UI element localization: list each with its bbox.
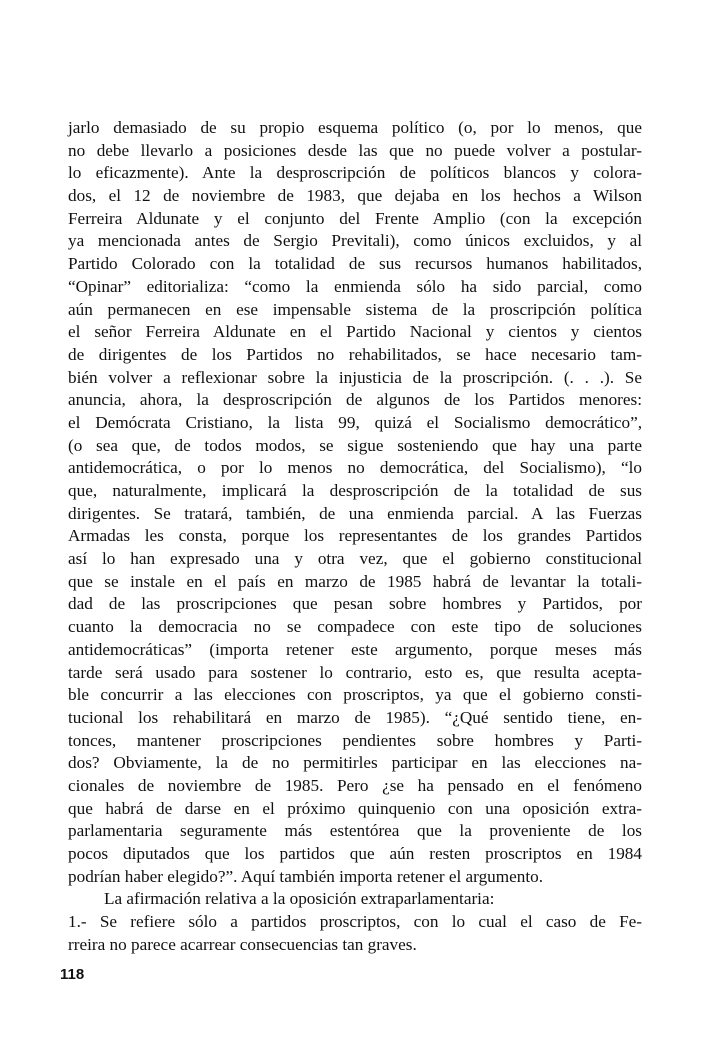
text-line: Ferreira Aldunate y el conjunto del Frente Amplio (con la excepción bbox=[68, 208, 642, 228]
page-number: 118 bbox=[60, 966, 85, 983]
text-line: dirigentes. Se tratará, también, de una enmienda parcial. A las Fuerzas bbox=[68, 503, 642, 523]
text-line: antidemocrática, o por lo menos no democrática, del Socialismo), “lo bbox=[68, 458, 642, 478]
text-line: (o sea que, de todos modos, se sigue sosteniendo que hay una parte bbox=[68, 435, 642, 455]
text-line: tonces, mantener proscripciones pendientes sobre hombres y Parti- bbox=[68, 730, 642, 750]
text-line: lo eficazmente). Ante la desproscripción de políticos blancos y colora- bbox=[68, 163, 642, 183]
text-line: dos, el 12 de noviembre de 1983, que dejaba en los hechos a Wilson bbox=[68, 186, 642, 206]
text-line: bién volver a reflexionar sobre la injusticia de la proscripción. (. . .). Se bbox=[68, 367, 642, 387]
text-line: ble concurrir a las elecciones con proscriptos, ya que el gobierno consti- bbox=[68, 685, 642, 705]
text-line: el Demócrata Cristiano, la lista 99, quizá el Socialismo democrático”, bbox=[68, 412, 642, 432]
text-line: de dirigentes de los Partidos no rehabilitados, se hace necesario tam- bbox=[68, 344, 642, 364]
text-line: rreira no parece acarrear consecuencias tan graves. bbox=[68, 934, 417, 954]
text-line: que habrá de darse en el próximo quinquenio con una oposición extra- bbox=[68, 798, 642, 818]
text-line: cionales de noviembre de 1985. Pero ¿se ha pensado en el fenómeno bbox=[68, 775, 642, 795]
text-line: antidemocráticas” (importa retener este argumento, porque meses más bbox=[68, 639, 642, 659]
text-line: podrían haber elegido?”. Aquí también importa retener el argumento. bbox=[68, 866, 544, 886]
text-line: que se instale en el país en marzo de 1985 habrá de levantar la totali- bbox=[68, 571, 642, 591]
text-line: así lo han expresado una y otra vez, que el gobierno constitucional bbox=[68, 549, 642, 569]
text-line: dad de las proscripciones que pesan sobre hombres y Partidos, por bbox=[68, 594, 642, 614]
body-text bbox=[68, 117, 642, 956]
text-line: Partido Colorado con la totalidad de sus recursos humanos habilitados, bbox=[68, 254, 642, 274]
text-line: La afirmación relativa a la oposición extraparlamentaria: bbox=[104, 889, 495, 909]
text-line: el señor Ferreira Aldunate en el Partido Nacional y cientos y cientos bbox=[68, 322, 642, 342]
text-line: dos? Obviamente, la de no permitirles participar en las elecciones na- bbox=[68, 753, 642, 773]
text-line: tarde será usado para sostener lo contrario, esto es, que resulta acepta- bbox=[68, 662, 642, 682]
text-line: no debe llevarlo a posiciones desde las que no puede volver a postular- bbox=[68, 140, 642, 160]
text-line: que, naturalmente, implicará la desproscripción de la totalidad de sus bbox=[68, 481, 642, 500]
text-line: anuncia, ahora, la desproscripción de algunos de los Partidos menores: bbox=[68, 390, 642, 410]
text-line: pocos diputados que los partidos que aún resten proscriptos en 1984 bbox=[68, 844, 642, 863]
text-line: cuanto la democracia no se compadece con este tipo de soluciones bbox=[68, 617, 642, 637]
text-line: Armadas les consta, porque los representantes de los grandes Partidos bbox=[68, 526, 642, 546]
text-line: jarlo demasiado de su propio esquema político (o, por lo menos, que bbox=[68, 118, 642, 137]
text-line: aún permanecen en ese impensable sistema de la proscripción política bbox=[68, 299, 642, 319]
text-line: 1.- Se refiere sólo a partidos proscriptos, con lo cual el caso de Fe- bbox=[68, 912, 642, 932]
text-line: tucional los rehabilitará en marzo de 1985). “¿Qué sentido tiene, en- bbox=[68, 707, 642, 727]
text-line: parlamentaria seguramente más estentórea que la proveniente de los bbox=[68, 821, 642, 841]
text-line: ya mencionada antes de Sergio Previtali), como únicos excluidos, y al bbox=[68, 231, 642, 251]
text-line: “Opinar” editorializa: “como la enmienda sólo ha sido parcial, como bbox=[68, 276, 642, 296]
